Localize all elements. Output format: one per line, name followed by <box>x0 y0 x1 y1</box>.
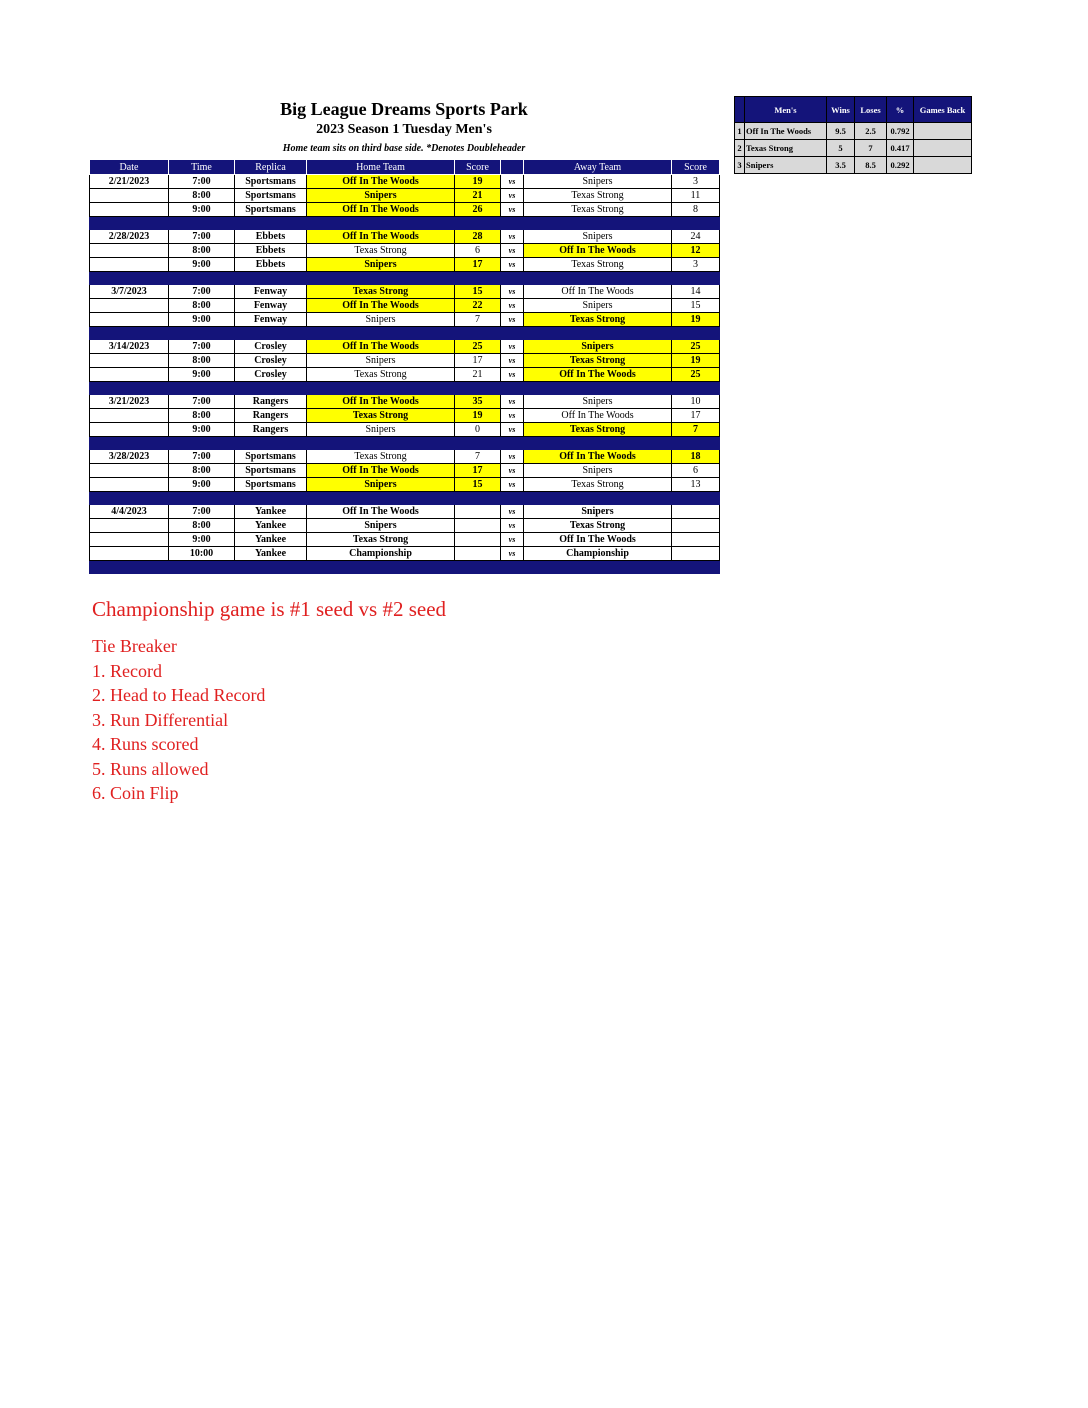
standings-losses: 2.5 <box>855 123 887 140</box>
away-team: Texas Strong <box>524 519 672 533</box>
game-replica: Rangers <box>235 423 307 437</box>
home-score: 21 <box>455 189 501 203</box>
home-team: Off In The Woods <box>307 299 455 313</box>
game-replica: Crosley <box>235 354 307 368</box>
col-header-vs <box>501 160 524 175</box>
week-separator <box>90 327 720 340</box>
away-team: Off In The Woods <box>524 368 672 382</box>
week-separator <box>90 217 720 230</box>
away-team: Texas Strong <box>524 354 672 368</box>
col-header-away-score: Score <box>672 160 720 175</box>
game-time: 7:00 <box>169 340 235 354</box>
home-team: Off In The Woods <box>307 505 455 519</box>
standings-header-games-back: Games Back <box>914 97 972 123</box>
away-team: Texas Strong <box>524 203 672 217</box>
home-team: Off In The Woods <box>307 464 455 478</box>
away-score: 3 <box>672 175 720 189</box>
game-date <box>90 313 169 327</box>
home-team: Snipers <box>307 354 455 368</box>
game-replica: Yankee <box>235 519 307 533</box>
away-team: Snipers <box>524 505 672 519</box>
game-date <box>90 258 169 272</box>
game-replica: Sportsmans <box>235 203 307 217</box>
home-team: Snipers <box>307 519 455 533</box>
standings-pct: 0.292 <box>887 157 914 174</box>
game-replica: Crosley <box>235 340 307 354</box>
away-team: Off In The Woods <box>524 409 672 423</box>
vs-label: vs <box>501 313 524 327</box>
game-date: 2/28/2023 <box>90 230 169 244</box>
game-row <box>90 189 720 203</box>
home-score <box>455 519 501 533</box>
standings-table <box>734 96 972 174</box>
home-score: 6 <box>455 244 501 258</box>
away-team: Texas Strong <box>524 313 672 327</box>
home-team: Snipers <box>307 478 455 492</box>
game-row <box>90 423 720 437</box>
home-team: Snipers <box>307 313 455 327</box>
vs-label: vs <box>501 450 524 464</box>
tie-breaker-heading: Tie Breaker <box>92 636 177 656</box>
game-row <box>90 175 720 189</box>
away-score <box>672 505 720 519</box>
home-score: 35 <box>455 395 501 409</box>
game-replica: Sportsmans <box>235 189 307 203</box>
standings-row <box>735 123 972 140</box>
game-row <box>90 244 720 258</box>
game-replica: Sportsmans <box>235 478 307 492</box>
game-replica: Fenway <box>235 299 307 313</box>
game-time: 10:00 <box>169 547 235 561</box>
tie-breaker-item: 6. Coin Flip <box>92 782 179 803</box>
game-date: 4/4/2023 <box>90 505 169 519</box>
home-score: 26 <box>455 203 501 217</box>
home-score: 7 <box>455 450 501 464</box>
away-score <box>672 547 720 561</box>
vs-label: vs <box>501 354 524 368</box>
standings-pct: 0.417 <box>887 140 914 157</box>
game-date: 3/14/2023 <box>90 340 169 354</box>
game-time: 8:00 <box>169 244 235 258</box>
away-score: 12 <box>672 244 720 258</box>
home-team: Off In The Woods <box>307 175 455 189</box>
game-replica: Ebbets <box>235 230 307 244</box>
away-team: Texas Strong <box>524 258 672 272</box>
standings-losses: 8.5 <box>855 157 887 174</box>
game-row <box>90 258 720 272</box>
page-subtitle: 2023 Season 1 Tuesday Men's <box>316 122 492 137</box>
game-date: 3/7/2023 <box>90 285 169 299</box>
away-score: 24 <box>672 230 720 244</box>
game-time: 8:00 <box>169 464 235 478</box>
standings-header-team: Men's <box>745 97 827 123</box>
vs-label: vs <box>501 478 524 492</box>
game-row <box>90 230 720 244</box>
game-row <box>90 533 720 547</box>
standings-header-rank <box>735 97 745 123</box>
standings-row <box>735 157 972 174</box>
game-time: 7:00 <box>169 285 235 299</box>
away-team: Championship <box>524 547 672 561</box>
col-header-date: Date <box>90 160 169 175</box>
vs-label: vs <box>501 519 524 533</box>
away-team: Snipers <box>524 175 672 189</box>
home-team-note: Home team sits on third base side. *Denotes Doubleheader <box>282 143 526 154</box>
game-row <box>90 313 720 327</box>
game-time: 7:00 <box>169 175 235 189</box>
home-team: Texas Strong <box>307 409 455 423</box>
week-separator <box>90 382 720 395</box>
away-team: Snipers <box>524 299 672 313</box>
away-score: 3 <box>672 258 720 272</box>
home-score: 17 <box>455 258 501 272</box>
home-team: Championship <box>307 547 455 561</box>
home-team: Off In The Woods <box>307 340 455 354</box>
game-time: 9:00 <box>169 313 235 327</box>
home-score: 17 <box>455 464 501 478</box>
home-score: 22 <box>455 299 501 313</box>
standings-rank: 3 <box>735 157 745 174</box>
vs-label: vs <box>501 175 524 189</box>
game-time: 7:00 <box>169 395 235 409</box>
standings-header-losses: Loses <box>855 97 887 123</box>
standings-team: Snipers <box>745 157 827 174</box>
vs-label: vs <box>501 423 524 437</box>
vs-label: vs <box>501 258 524 272</box>
vs-label: vs <box>501 547 524 561</box>
game-date: 2/21/2023 <box>90 175 169 189</box>
standings-rank: 1 <box>735 123 745 140</box>
away-team: Snipers <box>524 464 672 478</box>
vs-label: vs <box>501 299 524 313</box>
away-score: 13 <box>672 478 720 492</box>
game-date <box>90 423 169 437</box>
standings-games-back <box>914 140 972 157</box>
away-score: 10 <box>672 395 720 409</box>
home-score <box>455 533 501 547</box>
game-replica: Fenway <box>235 313 307 327</box>
col-header-home-team: Home Team <box>307 160 455 175</box>
standings-wins: 3.5 <box>827 157 855 174</box>
away-score <box>672 533 720 547</box>
tie-breaker-item: 4. Runs scored <box>92 734 199 755</box>
standings-rank: 2 <box>735 140 745 157</box>
game-row <box>90 340 720 354</box>
vs-label: vs <box>501 533 524 547</box>
tie-breaker-item: 3. Run Differential <box>92 709 229 730</box>
col-header-time: Time <box>169 160 235 175</box>
vs-label: vs <box>501 368 524 382</box>
col-header-away-team: Away Team <box>524 160 672 175</box>
game-replica: Ebbets <box>235 244 307 258</box>
schedule-table <box>89 159 720 574</box>
home-team: Snipers <box>307 258 455 272</box>
week-separator <box>90 437 720 450</box>
standings-header-pct: % <box>887 97 914 123</box>
game-row <box>90 354 720 368</box>
away-score: 25 <box>672 368 720 382</box>
standings-losses: 7 <box>855 140 887 157</box>
game-row <box>90 547 720 561</box>
home-score: 15 <box>455 285 501 299</box>
tie-breaker-list <box>92 660 265 806</box>
game-replica: Ebbets <box>235 258 307 272</box>
week-separator <box>90 492 720 505</box>
game-replica: Yankee <box>235 505 307 519</box>
game-date <box>90 368 169 382</box>
col-header-home-score: Score <box>455 160 501 175</box>
away-score: 19 <box>672 354 720 368</box>
vs-label: vs <box>501 230 524 244</box>
vs-label: vs <box>501 285 524 299</box>
away-score: 6 <box>672 464 720 478</box>
away-team: Texas Strong <box>524 478 672 492</box>
game-row <box>90 505 720 519</box>
game-row <box>90 368 720 382</box>
game-replica: Crosley <box>235 368 307 382</box>
away-team: Snipers <box>524 395 672 409</box>
game-time: 9:00 <box>169 368 235 382</box>
home-score: 0 <box>455 423 501 437</box>
home-score: 7 <box>455 313 501 327</box>
home-team: Off In The Woods <box>307 230 455 244</box>
game-row <box>90 203 720 217</box>
game-date: 3/21/2023 <box>90 395 169 409</box>
col-header-replica: Replica <box>235 160 307 175</box>
game-row <box>90 464 720 478</box>
game-replica: Rangers <box>235 409 307 423</box>
game-date <box>90 189 169 203</box>
vs-label: vs <box>501 505 524 519</box>
game-replica: Fenway <box>235 285 307 299</box>
championship-note: Championship game is #1 seed vs #2 seed <box>92 597 447 621</box>
away-score: 18 <box>672 450 720 464</box>
standings-wins: 5 <box>827 140 855 157</box>
home-team: Snipers <box>307 189 455 203</box>
game-time: 9:00 <box>169 533 235 547</box>
away-team: Texas Strong <box>524 189 672 203</box>
away-score: 8 <box>672 203 720 217</box>
home-score: 17 <box>455 354 501 368</box>
standings-row <box>735 140 972 157</box>
away-team: Off In The Woods <box>524 450 672 464</box>
tie-breaker-item: 2. Head to Head Record <box>92 685 266 706</box>
home-score: 19 <box>455 409 501 423</box>
game-date <box>90 519 169 533</box>
home-team: Texas Strong <box>307 533 455 547</box>
vs-label: vs <box>501 189 524 203</box>
week-separator <box>90 272 720 285</box>
away-score: 17 <box>672 409 720 423</box>
game-time: 8:00 <box>169 299 235 313</box>
home-team: Texas Strong <box>307 285 455 299</box>
standings-team: Off In The Woods <box>745 123 827 140</box>
week-separator <box>90 561 720 574</box>
vs-label: vs <box>501 464 524 478</box>
standings-wins: 9.5 <box>827 123 855 140</box>
game-replica: Yankee <box>235 547 307 561</box>
game-replica: Sportsmans <box>235 464 307 478</box>
game-time: 9:00 <box>169 258 235 272</box>
game-replica: Yankee <box>235 533 307 547</box>
page-title: Big League Dreams Sports Park <box>280 99 528 119</box>
game-date <box>90 203 169 217</box>
game-date <box>90 478 169 492</box>
standings-games-back <box>914 157 972 174</box>
away-team: Texas Strong <box>524 423 672 437</box>
game-time: 7:00 <box>169 450 235 464</box>
home-score: 15 <box>455 478 501 492</box>
vs-label: vs <box>501 203 524 217</box>
away-score: 15 <box>672 299 720 313</box>
home-team: Texas Strong <box>307 450 455 464</box>
away-score: 19 <box>672 313 720 327</box>
away-team: Off In The Woods <box>524 285 672 299</box>
game-date <box>90 299 169 313</box>
game-row <box>90 519 720 533</box>
game-row <box>90 450 720 464</box>
game-row <box>90 409 720 423</box>
game-time: 8:00 <box>169 409 235 423</box>
game-time: 9:00 <box>169 423 235 437</box>
game-replica: Sportsmans <box>235 175 307 189</box>
home-score: 28 <box>455 230 501 244</box>
game-row <box>90 478 720 492</box>
away-score: 7 <box>672 423 720 437</box>
away-team: Snipers <box>524 230 672 244</box>
standings-games-back <box>914 123 972 140</box>
game-time: 9:00 <box>169 203 235 217</box>
home-score: 19 <box>455 175 501 189</box>
away-score <box>672 519 720 533</box>
home-score: 25 <box>455 340 501 354</box>
vs-label: vs <box>501 244 524 258</box>
game-row <box>90 299 720 313</box>
away-team: Off In The Woods <box>524 244 672 258</box>
vs-label: vs <box>501 409 524 423</box>
away-score: 11 <box>672 189 720 203</box>
game-time: 8:00 <box>169 189 235 203</box>
tie-breaker-item: 5. Runs allowed <box>92 758 209 779</box>
game-replica: Rangers <box>235 395 307 409</box>
away-score: 25 <box>672 340 720 354</box>
schedule-header-row <box>90 160 720 175</box>
game-date: 3/28/2023 <box>90 450 169 464</box>
game-row <box>90 395 720 409</box>
home-team: Off In The Woods <box>307 203 455 217</box>
home-team: Texas Strong <box>307 368 455 382</box>
home-score <box>455 547 501 561</box>
tie-breaker-item: 1. Record <box>92 661 162 681</box>
game-row <box>90 285 720 299</box>
away-team: Snipers <box>524 340 672 354</box>
game-time: 8:00 <box>169 354 235 368</box>
away-team: Off In The Woods <box>524 533 672 547</box>
game-time: 9:00 <box>169 478 235 492</box>
vs-label: vs <box>501 395 524 409</box>
home-team: Off In The Woods <box>307 395 455 409</box>
game-time: 7:00 <box>169 230 235 244</box>
standings-pct: 0.792 <box>887 123 914 140</box>
game-date <box>90 354 169 368</box>
game-date <box>90 533 169 547</box>
game-date <box>90 244 169 258</box>
game-time: 8:00 <box>169 519 235 533</box>
home-score: 21 <box>455 368 501 382</box>
game-date <box>90 547 169 561</box>
vs-label: vs <box>501 340 524 354</box>
home-team: Texas Strong <box>307 244 455 258</box>
home-score <box>455 505 501 519</box>
game-replica: Sportsmans <box>235 450 307 464</box>
game-date <box>90 464 169 478</box>
game-time: 7:00 <box>169 505 235 519</box>
standings-team: Texas Strong <box>745 140 827 157</box>
home-team: Snipers <box>307 423 455 437</box>
standings-header-wins: Wins <box>827 97 855 123</box>
away-score: 14 <box>672 285 720 299</box>
game-date <box>90 409 169 423</box>
standings-header-row <box>735 97 972 123</box>
